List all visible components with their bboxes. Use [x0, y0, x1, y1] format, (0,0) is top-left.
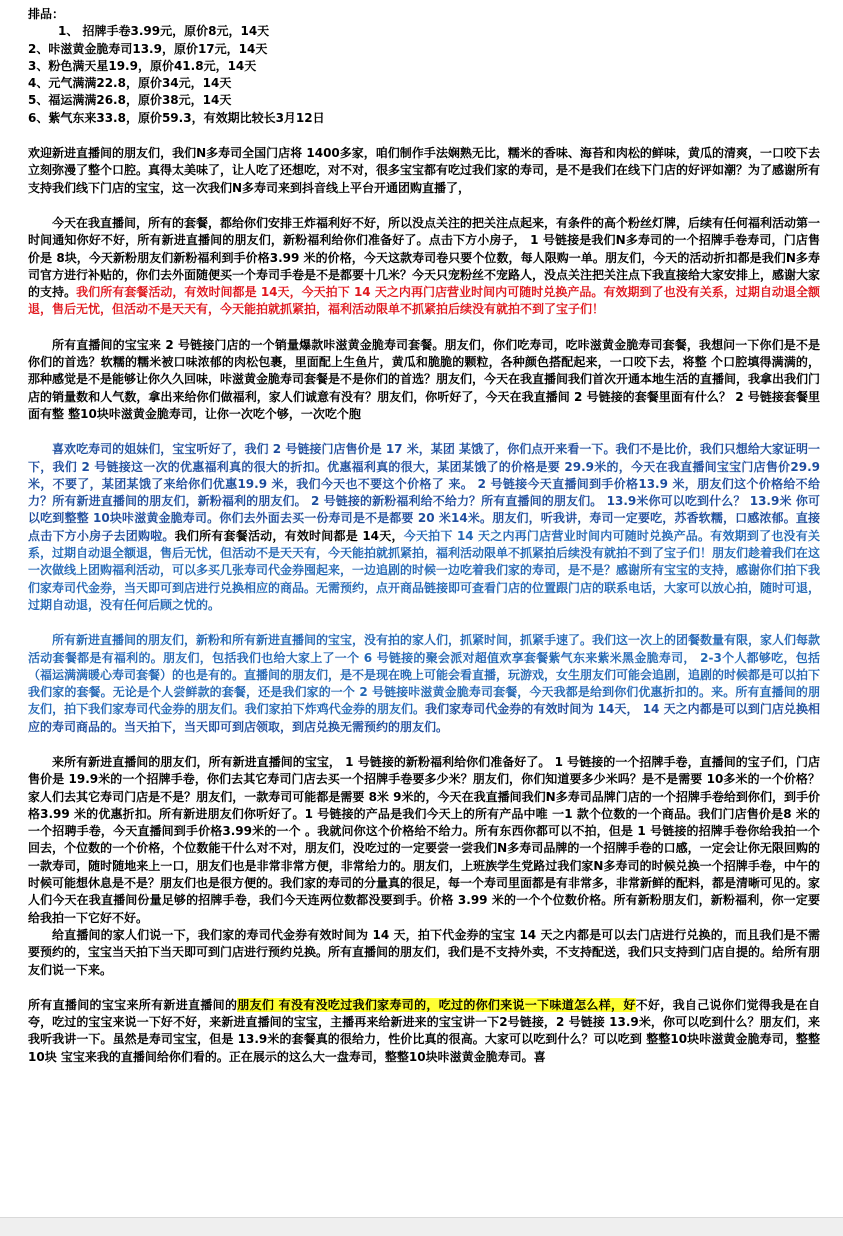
paragraph-validity-black: 我们所有套餐活动，有效时间都是 14天，	[174, 528, 404, 543]
paragraph-pickup-info: 给直播间的家人们说一下，我们家的寿司代金券有效时间为 14 天，拍下代金券的宝宝 14 天之内都是可以去门店进行兑换的，而且我们是不需要预约的，宝宝当天拍下当天即可到门店进行预约兑换。所有直播间的朋友们，我们是不支持外卖，不支持配送，我们只支持到门店自提的。给所有朋友们说一下来。	[28, 927, 821, 977]
paragraph-link1-detail: 来所有新进直播间的朋友们，所有新进直播间的宝宝， 1 号链接的新粉福利给你们准备好了。 1 号链接的一个招牌手卷，直播间的宝子们，门店售价是 19.9米的一个招牌手卷，你们去其它寿司门店去买一个招牌手卷要多少米？朋友们，你们知道要多少米吗？是不是需要 10多米的一个价格？家人们去其它寿司门店是不是？朋友们，一款寿司可能都是需要 8米 9米的，今天在我直播间我们N多寿司品牌门店的一个招牌手卷给到你们，到手价格3.99 米的优惠折扣。所有新进朋友们你听好了。1 号链接的产品是我们今天上的所有产品中唯 一1 款个位数的一个商品。我们门店售价是8 米的一个招聘手卷，今天直播间到手价格3.99米的一个 。我就问你这个价格给不给力。所有东西你都可以不拍，但是 1 号链接的招牌手卷你给我拍一个回去，个位数的一个价格，个位数能干什么对不对，朋友们，没吃过的一定要尝一尝我们N多寿司品牌的一个招牌手卷的口感，一定会让你无限回购的一款寿司，随时随地来上一口，朋友们也是非常非常方便，非常给力的。朋友们，上班族学生党路过我们家N多寿司的时候兑换一个招牌手卷，中午的时候可能想休息是不是？朋友们也是很方便的。我们家的寿司的分量真的很足，每一个寿司里面都是有非常多，非常新鲜的配料，都是清晰可见的。家人们今天在我直播间份量足够的招牌手卷，我们今天连两位数都没要到手。价格 3.99 米的一个个位数价格。所有新粉朋友们，新粉福利，你一定要给我拍一下它好不好。	[28, 754, 821, 925]
menu-item-6: 6、紫气东来33.8，原价59.3，有效期比较长3月12日	[28, 110, 325, 125]
paragraph-link2-intro: 所有直播间的宝宝来 2 号链接门店的一个销量爆款咔滋黄金脆寿司套餐。朋友们，你们吃寿司，吃咔滋黄金脆寿司套餐，我想问一下你们是不是你们的首选？软糯的糯米被口味浓郁的肉松包裹，里面配上生鱼片，黄瓜和脆脆的颗粒，各种颜色搭配起来，一口咬下去，将整 个口腔填得满满的，那种感觉是不是能够让你久久回味，咔滋黄金脆寿司套餐是不是你们的首选？朋友们，今天在我直播间我们首次开通本地生活的直播间，我拿出我们门店的销量数和人气数，拿出来给你们做福利，家人们诚意有没有？朋友们，你听好了，今天在我直播间 2 号链接的套餐里面有什么？ 2 号链接套餐里面有整 整10块咔滋黄金脆寿司，让你一次吃个够，一次吃个胞	[28, 337, 821, 421]
menu-item-1: 1、 招牌手卷3.99元，原价8元，14天	[58, 24, 270, 39]
paragraph-link1-intro	[28, 215, 820, 319]
taste-post: 不好，我自己说你们觉得我是在自夸，吃过的宝宝来说一下好不好，来新进直播间的宝宝，主播再来给新进来的宝宝讲一下2号链接，2 号链接 13.9米，你可以吃到什么？朋友们，来我听我讲一下。虽然是寿司宝宝，但是 13.9米的套餐真的很给力，性价比真的很高。大家可以吃到什么？可以吃到 整整10块咔滋黄金脆寿司，整整10块 宝宝来我的直播间给你们看的。正在展示的这么大一盘寿司，整整10块咔滋黄金脆寿司。喜	[28, 997, 820, 1064]
paragraph-limited-offer	[28, 632, 820, 736]
paragraph-voucher-info: 今天拍下 14 天之内再门店营业时间内可随时兑换产品。有效期到了也没有关系，过期自动退全额退，售后无忧，但活动不是天天有，今天能拍就抓紧拍，福利活动限单不抓紧拍后续没有就拍不到了宝子们！朋友们趁着我们在这一次做线上团购福利活动，可以多买几张寿司代金券囤起来，一边追剧的时候一边吃着我们家的寿司，是不是？感谢所有宝宝的支持，感谢你们拍下我们家寿司代金券，当天即可到店进行兑换相应的商品。无需预约，点开商品链接即可查看门店的位置跟门店的联系电话，大家可以放心拍，随时可退，过期自动退，没有任何后顾之忧的。	[28, 528, 821, 612]
paragraph-welcome: 欢迎新进直播间的朋友们，我们N多寿司全国门店将 1400多家，咱们制作手法娴熟无比，糯米的香味、海苔和肉松的鲜味，黄瓜的清爽，一口咬下去立刻弥漫了整个口腔。真得太美味了，让人吃了还想吃，对不对，很多宝宝都有吃过我们家的寿司，是不是我们在线下门店的好评如潮？为了感谢所有支持我们线下门店的宝宝，这一次我们N多寿司来到抖音线上平台开通团购直播了，	[28, 146, 821, 195]
paragraph-voucher-validity: 我们家寿司代金券的有效时间为 14天， 14 天之内都是可以到门店兑换相应的寿司商品的。当天拍下，当天即可到店领取，到店兑换无需预约的朋友们。	[28, 702, 820, 734]
paragraph-taste-question	[28, 997, 820, 1066]
paragraph-link1-text: 今天在我直播间，所有的套餐，都给你们安排王炸福利好不好，所以没点关注的把关注点起来，有条件的高个粉丝灯牌，后续有任何福利活动第一时间通知你好不好，所有新进直播间的朋友们，新粉福利给你们准备好了。点击下方小房子， 1 号链接是我们N多寿司的一个招牌手卷寿司，门店售价是 8块，今天新粉朋友们新粉福利到手价格3.99 米的价格，今天这款寿司卷只要个位数，每人限购一单。朋友们，今天的活动折扣都是我们N多寿司官方进行补贴的，你们去外面随便买一个寿司手卷是不是都要十几米？今天只宠粉丝不宠路人，没点关注把关注点下我直接给大家安排上，感谢大家的支持。	[28, 215, 821, 300]
paragraph-validity-notice: 我们所有套餐活动，有效时间都是 14天，今天拍下 14 天之内再门店营业时间内可随时兑换产品。有效期到了也没有关系，过期自动退全额退，售后无忧，但活动不是天天有，今天能拍就抓紧拍，福利活动限单不抓紧拍后续没有就拍不到了宝子们！	[28, 285, 820, 317]
paragraph-link2-price	[28, 441, 820, 614]
menu-title: 排品：	[28, 7, 65, 21]
bottom-status-bar	[0, 1217, 843, 1236]
paragraph-limited-offer-text: 所有新进直播间的朋友们，新粉和所有新进直播间的宝宝，没有拍的家人们，抓紧时间，抓紧手速了。我们这一次上的团餐数量有限，家人们每款活动套餐都是有福利的。朋友们，包括我们也给大家上了一个 6 号链接的聚会派对超值欢享套餐紫气东来紫米黑金脆寿司， 2-3个人都够吃，包括（福运满满暖心寿司套餐）的也是有的。直播间的朋友们，是不是现在晚上可能会看直播，玩游戏，女生朋友们可能会追剧，追剧的时候都是可以拍下我们家的套餐。无论是个人尝鲜款的套餐，还是我们家的一个 2 号链接咔滋黄金脆寿司套餐，今天我都是给到你们优惠折扣的。来。所有直播间的朋友们，拍下我们家寿司代金券的朋友们。我们家拍下炸鸡代金券的朋友们。	[28, 633, 821, 717]
menu-item-3: 3、粉色满天星19.9，原价41.8元，14天	[28, 58, 257, 73]
taste-pre: 所有直播间的宝宝来所有新进直播间的	[28, 997, 238, 1012]
menu-item-2: 2、咔滋黄金脆寿司13.9，原价17元，14天	[28, 41, 268, 56]
highlighted-text: 朋友们 有没有没吃过我们家寿司的，吃过的你们来说一下味道怎么样，好	[237, 997, 636, 1012]
document-page	[28, 6, 820, 1066]
menu-item-5: 5、福运满满26.8，原价38元，14天	[28, 93, 232, 108]
menu-item-4: 4、元气满满22.8，原价34元，14天	[28, 76, 232, 91]
paragraph-link2-price-text: 喜欢吃寿司的姐妹们，宝宝听好了，我们 2 号链接门店售价是 17 米，某团 某饿了，你们点开来看一下。我们不是比价，我们只想给大家证明一下，我们 2 号链接这一次的优惠福利真的很大的折扣。优惠福利真的很大，某团某饿了的价格是要 29.9米的，今天在我直播间宝宝门店售价29.9 米，不要了，某团某饿了来给你们优惠19.9 米，我们今天也不要这个价格了 来。 2 号链接今天直播间到手价格13.9 米，朋友们这个价格给不给力？所有新进直播间的朋友们，新粉福利的朋友们。 2 号链接的新粉福利给不给力？所有直播间的朋友们。 13.9米你可以吃到什么？ 13.9米 你可以吃到整整 10块咔滋黄金脆寿司。你们去外面去买一份寿司是不是都要 20 米14米。朋友们，听我讲，寿司一定要吃，苏香软糯，口感浓郁。直接点击下方小房子去团购啦。	[28, 442, 820, 543]
